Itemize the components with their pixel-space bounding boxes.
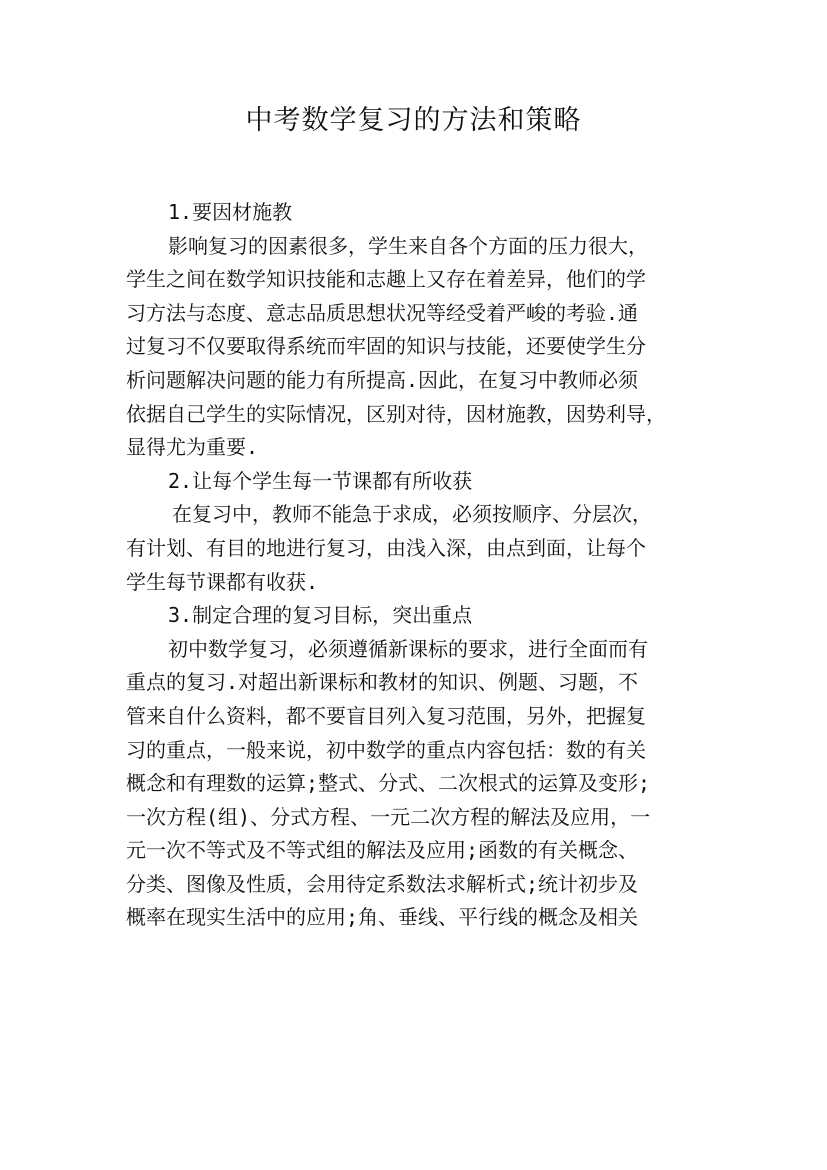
- paragraph-line: 有计划、有目的地进行复习，由浅入深，由点到面，让每个: [126, 535, 646, 560]
- document-title: 中考数学复习的方法和策略: [245, 105, 582, 136]
- paragraph-line: 影响复习的因素很多，学生来自各个方面的压力很大，: [168, 233, 648, 258]
- paragraph-line: 初中数学复习，必须遵循新课标的要求，进行全面而有: [168, 636, 648, 661]
- paragraph-line: 分类、图像及性质，会用待定系数法求解析式;统计初步及: [126, 871, 639, 896]
- paragraph-line: 管来自什么资料，都不要盲目列入复习范围，另外，把握复: [126, 703, 646, 728]
- paragraph-line: 在复习中，教师不能急于求成，必须按顺序、分层次，: [172, 502, 652, 527]
- paragraph-line: 元一次不等式及不等式组的解法及应用;函数的有关概念、: [126, 838, 639, 863]
- document-body: [126, 196, 716, 935]
- paragraph-line: 析问题解决问题的能力有所提高.因此，在复习中教师必须: [126, 367, 639, 392]
- section-heading-3: 3.制定合理的复习目标，突出重点: [168, 603, 473, 628]
- paragraph-line: 习的重点，一般来说，初中数学的重点内容包括：数的有关: [126, 737, 646, 762]
- paragraph-line: 重点的复习.对超出新课标和教材的知识、例题、习题，不: [126, 670, 639, 695]
- paragraph-line: 概率在现实生活中的应用;角、垂线、平行线的概念及相关: [126, 905, 639, 930]
- paragraph-line: 一次方程(组)、分式方程、一元二次方程的解法及应用，一: [126, 804, 651, 829]
- paragraph-line: 概念和有理数的运算;整式、分式、二次根式的运算及变形;: [126, 771, 651, 796]
- section-heading-2: 2.让每个学生每一节课都有所收获: [168, 468, 473, 493]
- paragraph-line: 依据自己学生的实际情况，区别对待，因材施教，因势利导，: [126, 401, 666, 426]
- paragraph-line: 显得尤为重要.: [126, 435, 259, 460]
- paragraph-line: 学生之间在数学知识技能和志趣上又存在着差异，他们的学: [126, 267, 646, 292]
- paragraph-line: 过复习不仅要取得系统而牢固的知识与技能，还要使学生分: [126, 334, 646, 359]
- paragraph-line: 学生每节课都有收获.: [126, 569, 319, 594]
- paragraph-line: 习方法与态度、意志品质思想状况等经受着严峻的考验.通: [126, 300, 639, 325]
- section-heading-1: 1.要因材施教: [168, 200, 293, 224]
